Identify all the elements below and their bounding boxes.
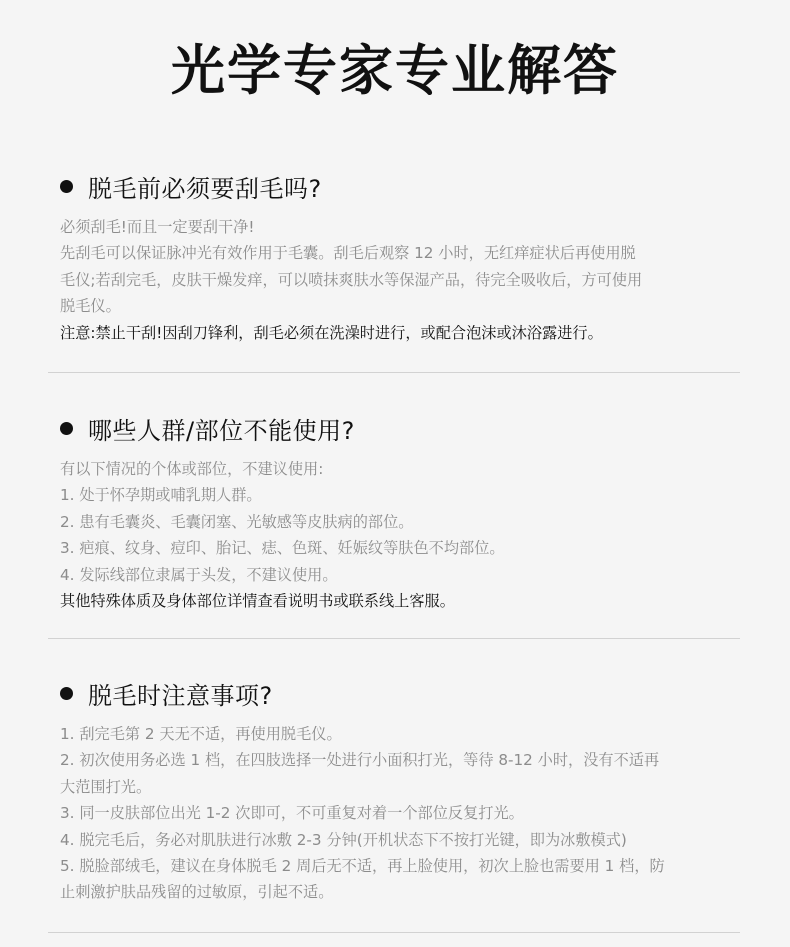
divider: [48, 372, 740, 373]
section-body: [60, 721, 750, 906]
text-line: 先刮毛可以保证脉冲光有效作用于毛囊。刮毛后观察 12 小时，无红痒症状后再使用脱: [60, 244, 636, 263]
section-body: [60, 456, 750, 614]
text-line: 5. 脱脸部绒毛，建议在身体脱毛 2 周后无不适，再上脸使用，初次上脸也需要用 1 档，防: [60, 857, 665, 876]
divider: [48, 638, 740, 639]
section-title: 脱毛前必须要刮毛吗?: [88, 174, 322, 203]
text-line: 大范围打光。: [60, 777, 152, 796]
text-line: 脱毛仪。: [60, 297, 121, 316]
bullet-dot-icon: [60, 422, 73, 435]
section-precautions: [60, 675, 750, 906]
text-line: 4. 发际线部位隶属于头发，不建议使用。: [60, 565, 338, 584]
bullet-dot-icon: [60, 180, 73, 193]
text-line: 3. 疤痕、纹身、痘印、胎记、痣、色斑、妊娠纹等肤色不均部位。: [60, 539, 505, 558]
text-line: 3. 同一皮肤部位出光 1-2 次即可，不可重复对着一个部位反复打光。: [60, 804, 524, 823]
section-contraindications: [60, 410, 750, 614]
bullet-dot-icon: [60, 687, 73, 700]
section-shaving: [60, 168, 750, 346]
warning-note: 注意:禁止干刮!因刮刀锋利，刮毛必须在洗澡时进行，或配合泡沫或沐浴露进行。: [60, 323, 603, 342]
page-title: 光学专家专业解答: [171, 39, 619, 102]
text-line: 2. 患有毛囊炎、毛囊闭塞、光敏感等皮肤病的部位。: [60, 512, 414, 531]
text-line: 毛仪;若刮完毛，皮肤干燥发痒，可以喷抹爽肤水等保湿产品，待完全吸收后，方可使用: [60, 270, 643, 289]
contact-note: 其他特殊体质及身体部位详情查看说明书或联系线上客服。: [60, 592, 455, 611]
section-heading: [60, 410, 750, 446]
text-line: 必须刮毛!而且一定要刮干净!: [60, 218, 255, 236]
text-line: 1. 处于怀孕期或哺乳期人群。: [60, 486, 262, 505]
section-heading: [60, 675, 750, 711]
section-title: 哪些人群/部位不能使用?: [88, 416, 355, 445]
section-title: 脱毛时注意事项?: [88, 681, 273, 710]
section-body: [60, 214, 750, 346]
divider: [48, 932, 740, 933]
text-line: 有以下情况的个体或部位，不建议使用:: [60, 460, 324, 478]
text-line: 止刺激护肤品残留的过敏原，引起不适。: [60, 883, 334, 902]
text-line: 2. 初次使用务必选 1 档，在四肢选择一处进行小面积打光，等待 8-12 小时，没有不适再: [60, 751, 660, 770]
section-heading: [60, 168, 750, 204]
text-line: 1. 刮完毛第 2 天无不适，再使用脱毛仪。: [60, 725, 342, 743]
text-line: 4. 脱完毛后，务必对肌肤进行冰敷 2-3 分钟(开机状态下不按打光键，即为冰敷模式): [60, 830, 627, 849]
